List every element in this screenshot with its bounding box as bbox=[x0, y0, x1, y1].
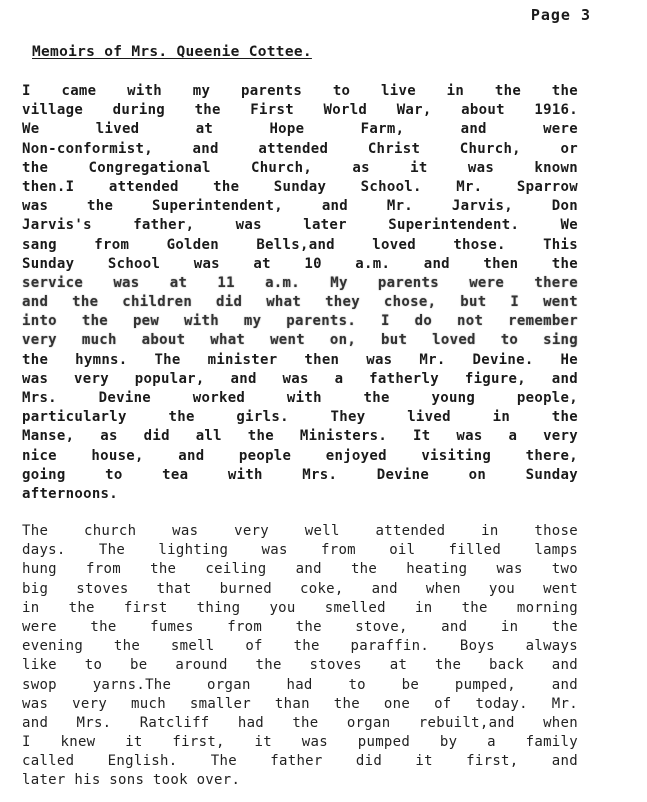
paragraph-line: hung from the ceiling and the heating was two bbox=[22, 561, 578, 578]
paragraph-line: particularly the girls. They lived in the bbox=[22, 409, 578, 426]
paragraph-line: days. The lighting was from oil filled lamps bbox=[22, 542, 578, 559]
paragraph-line: like to be around the stoves at the back and bbox=[22, 657, 578, 674]
paragraph-line: later his sons took over. bbox=[22, 772, 241, 789]
paragraph-line: were the fumes from the stove, and in the bbox=[22, 618, 578, 635]
paragraph-line: and Mrs. Ratcliff had the organ rebuilt,and when bbox=[22, 714, 578, 731]
paragraph-line: going to tea with Mrs. Devine on Sunday bbox=[22, 466, 578, 483]
paragraph-line: Non-conformist, and attended Christ Church, or bbox=[22, 140, 578, 157]
paragraph-line: and the children did what they chose, but I went bbox=[22, 294, 578, 311]
paragraph-line: nice house, and people enjoyed visiting there, bbox=[22, 447, 578, 464]
paragraph-line: then.I attended the Sunday School. Mr. Sparrow bbox=[22, 178, 578, 195]
paragraph-line: was very much smaller than the one of today. Mr. bbox=[22, 695, 578, 712]
paragraph-line: The church was very well attended in those bbox=[22, 523, 578, 539]
paragraph-line: I came with my parents to live in the the bbox=[22, 83, 578, 99]
paragraph-line: Sunday School was at 10 a.m. and then the bbox=[22, 255, 578, 272]
paragraph-line: big stoves that burned coke, and when you went bbox=[22, 580, 578, 597]
paragraph-line: service was at 11 a.m. My parents were there bbox=[22, 274, 578, 291]
paragraph-line: Mrs. Devine worked with the young people, bbox=[22, 390, 578, 406]
paragraph-line: the hymns. The minister then was Mr. Devine. He bbox=[22, 351, 578, 368]
paragraph-line: Manse, as did all the Ministers. It was a very bbox=[22, 428, 578, 445]
paragraph-line: called English. The father did it first, and bbox=[22, 753, 578, 770]
paragraph-line: was very popular, and was a fatherly figure, and bbox=[22, 370, 578, 387]
paragraph-line: into the pew with my parents. I do not remember bbox=[22, 313, 578, 330]
paragraph-2 bbox=[22, 522, 578, 791]
paragraph-line: I knew it first, it was pumped by a family bbox=[22, 734, 578, 751]
paragraph-line: sang from Golden Bells,and loved those. This bbox=[22, 236, 578, 253]
document-title: Memoirs of Mrs. Queenie Cottee. bbox=[32, 44, 312, 60]
paragraph-line: afternoons. bbox=[22, 485, 119, 502]
paragraph-line: evening the smell of the paraffin. Boys always bbox=[22, 638, 578, 655]
paragraph-1 bbox=[22, 82, 578, 504]
paragraph-line: the Congregational Church, as it was known bbox=[22, 159, 578, 176]
page-number: Page 3 bbox=[530, 6, 591, 24]
paragraph-line: swop yarns.The organ had to be pumped, and bbox=[22, 676, 578, 693]
paragraph-line: We lived at Hope Farm, and were bbox=[22, 121, 578, 138]
paragraph-line: very much about what went on, but loved to sing bbox=[22, 332, 578, 349]
paragraph-line: was the Superintendent, and Mr. Jarvis, Don bbox=[22, 198, 578, 215]
paragraph-line: village during the First World War, about 1916. bbox=[22, 102, 578, 119]
paragraph-line: Jarvis's father, was later Superintendent. We bbox=[22, 217, 578, 234]
paragraph-line: in the first thing you smelled in the morning bbox=[22, 599, 578, 616]
